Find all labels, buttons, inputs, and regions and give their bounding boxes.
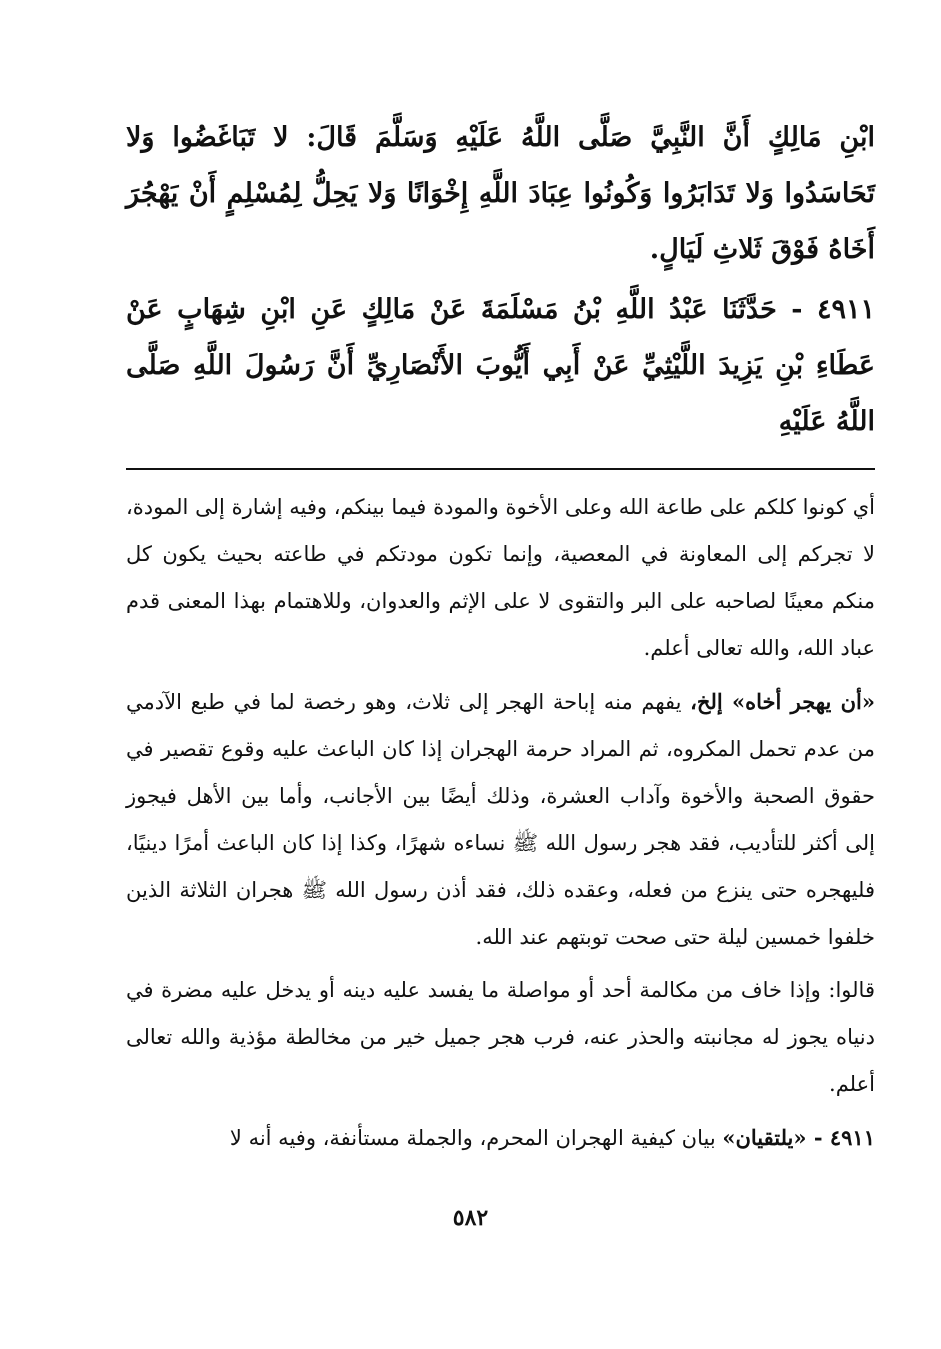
- commentary-body: بيان كيفية الهجران المحرم، والجملة مستأنفة، وفيه أنه لا: [229, 1126, 723, 1150]
- commentary-lead-phrase: «أن يهجر أخاه» إلخ،: [690, 689, 875, 714]
- hadith-4911: ٤٩١١ - حَدَّثَنَا عَبْدُ اللَّهِ بْنُ مَسْلَمَةَ عَنْ مَالِكٍ عَنِ ابْنِ شِهَابٍ عَنْ عَطَاءِ بْنِ يَزِيدَ اللَّيْثِيِّ عَنْ أَبِي أَيُّوبَ الأَنْصَارِيِّ أَنَّ رَسُولَ اللَّهِ صَلَّى اللَّهُ عَلَيْهِ: [126, 294, 875, 437]
- commentary-paragraph-3: قالوا: وإذا خاف من مكالمة أحد أو مواصلة ما يفسد عليه دينه أو يدخل عليه مضرة في دنياه يجوز له مجانبته والحذر عنه، فرب هجر جميل خير من مخالطة مؤذية والله تعالى أعلم.: [126, 978, 875, 1096]
- commentary-paragraph-2: [126, 678, 875, 961]
- commentary-paragraph-4: [126, 1114, 875, 1162]
- footnote-divider: [126, 468, 875, 470]
- commentary-body: يفهم منه إباحة الهجر إلى ثلاث، وهو رخصة لما في طبع الآدمي من عدم تحمل المكروه، ثم المراد حرمة الهجران إذا كان الباعث عليه وقوع تقصير في حقوق الصحبة والأخوة وآداب العشرة، وذلك أيضًا بين الأجانب، وأما بين الأهل فيجوز إلى أكثر للتأديب، فقد هجر رسول الله ﷺ نساءه شهرًا، وكذا إذا كان الباعث أمرًا دينيًا، فليهجره حتى ينزع من فعله، وعقده ذلك، فقد أذن رسول الله ﷺ هجران الثلاثة الذين خلفوا خمسين ليلة حتى صحت توبتهم عند الله.: [126, 690, 875, 949]
- hadith-continuation: ابْنِ مَالِكٍ أَنَّ النَّبِيَّ صَلَّى اللَّهُ عَلَيْهِ وَسَلَّمَ قَالَ: لا تَبَاغَضُوا وَلا تَحَاسَدُوا وَلا تَدَابَرُوا وَكُونُوا عِبَادَ اللَّهِ إِخْوَانًا وَلا يَحِلُّ لِمُسْلِمٍ أَنْ يَهْجُرَ أَخَاهُ فَوْقَ ثَلاثِ لَيَالٍ.: [126, 122, 875, 265]
- commentary-paragraph-1: أي كونوا كلكم على طاعة الله وعلى الأخوة والمودة فيما بينكم، وفيه إشارة إلى المودة، لا تجركم إلى المعاونة في المعصية، وإنما تكون مودتكم في طاعته بحيث يكون كل منكم معينًا لصاحبه على البر والتقوى لا على الإثم والعدوان، وللاهتمام بهذا المعنى قدم عباد الله، والله تعالى أعلم.: [126, 495, 875, 660]
- commentary-lead-phrase: ٤٩١١ - «يلتقيان»: [722, 1125, 875, 1150]
- page-number: ٥٨٢: [452, 1205, 489, 1231]
